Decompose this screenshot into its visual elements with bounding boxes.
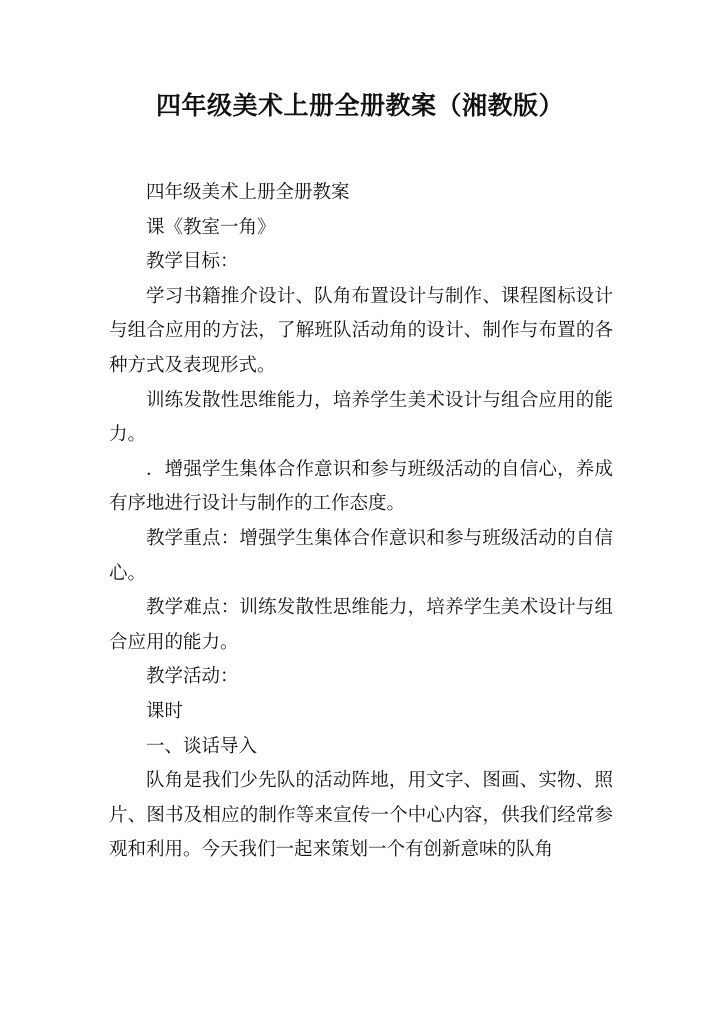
paragraph: 课《教室一角》 (146, 216, 276, 238)
paragraph: 教学活动： (146, 666, 239, 688)
paragraph: 一、谈话导入 (146, 735, 258, 757)
document-title: 四年级美术上册全册教案（湘教版） (155, 91, 564, 120)
paragraph: 学习书籍推介设计、队角布置设计与制作、课程图标设计与组合应用的方法，了解班队活动角的设计、制作与布置的各种方式及表现形式。 (109, 285, 613, 376)
paragraph: 教学难点：训练发散性思维能力，培养学生美术设计与组合应用的能力。 (109, 597, 613, 653)
paragraph: 课时 (146, 700, 184, 722)
paragraph: 四年级美术上册全册教案 (146, 182, 350, 203)
paragraph: 教学重点：增强学生集体合作意识和参与班级活动的自信心。 (109, 527, 613, 584)
paragraph: 训练发散性思维能力，培养学生美术设计与组合应用的能力。 (109, 389, 613, 446)
paragraph: 队角是我们少先队的活动阵地，用文字、图画、实物、照片、图书及相应的制作等来宣传一个中心内容，供我们经常参观和利用。今天我们一起来策划一个有创新意味的队角 (109, 770, 613, 861)
document-body (109, 176, 613, 868)
paragraph: ．增强学生集体合作意识和参与班级活动的自信心，养成有序地进行设计与制作的工作态度。 (109, 458, 613, 515)
paragraph: 教学目标： (146, 251, 239, 273)
